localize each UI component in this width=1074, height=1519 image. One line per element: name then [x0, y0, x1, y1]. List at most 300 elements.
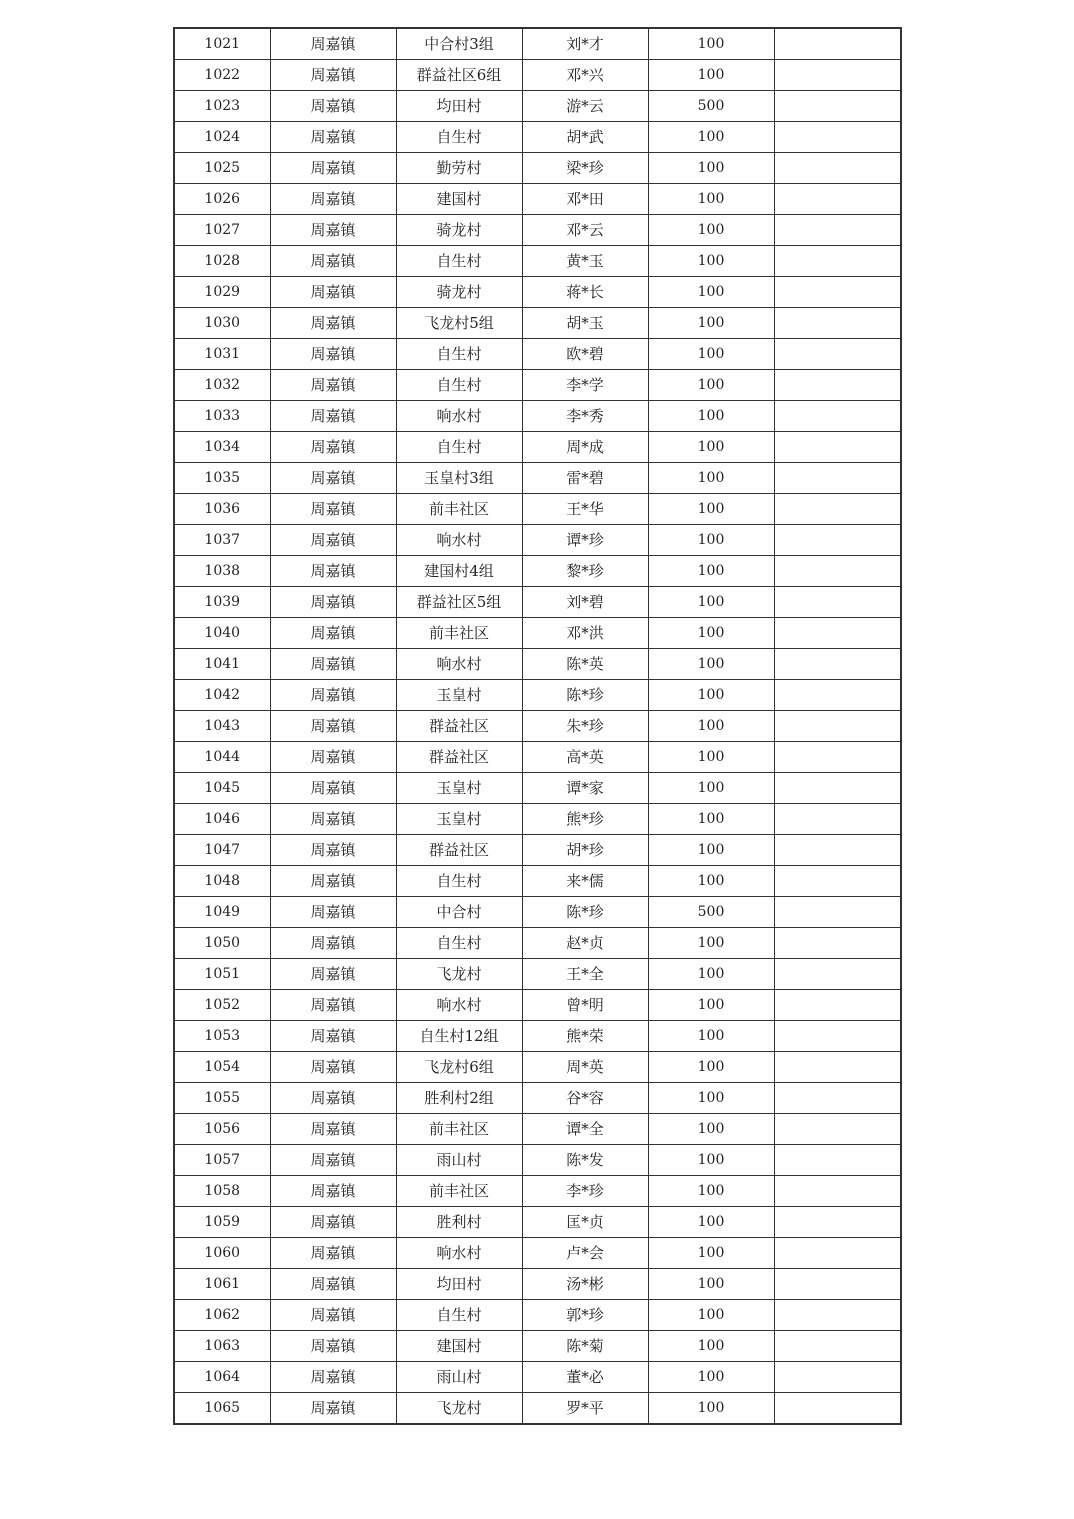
- town-cell: 周嘉镇: [270, 1269, 396, 1300]
- name-cell: 赵*贞: [522, 928, 648, 959]
- town-cell: 周嘉镇: [270, 525, 396, 556]
- amount-cell: 100: [648, 494, 774, 525]
- remark-cell: [774, 556, 901, 587]
- table-row: [174, 463, 901, 494]
- remark-cell: [774, 1114, 901, 1145]
- name-cell: 游*云: [522, 91, 648, 122]
- table-row: [174, 122, 901, 153]
- name-cell: 雷*碧: [522, 463, 648, 494]
- name-cell: 陈*发: [522, 1145, 648, 1176]
- village-cell: 飞龙村5组: [396, 308, 522, 339]
- remark-cell: [774, 618, 901, 649]
- serial-number-cell: 1048: [174, 866, 270, 897]
- amount-cell: 100: [648, 184, 774, 215]
- table-row: [174, 1083, 901, 1114]
- serial-number-cell: 1025: [174, 153, 270, 184]
- town-cell: 周嘉镇: [270, 804, 396, 835]
- table-row: [174, 1145, 901, 1176]
- amount-cell: 100: [648, 990, 774, 1021]
- name-cell: 邓*云: [522, 215, 648, 246]
- amount-cell: 100: [648, 1393, 774, 1425]
- serial-number-cell: 1051: [174, 959, 270, 990]
- name-cell: 熊*珍: [522, 804, 648, 835]
- table-row: [174, 1300, 901, 1331]
- amount-cell: 100: [648, 1238, 774, 1269]
- remark-cell: [774, 60, 901, 91]
- serial-number-cell: 1039: [174, 587, 270, 618]
- table-row: [174, 556, 901, 587]
- village-cell: 自生村: [396, 1300, 522, 1331]
- name-cell: 刘*碧: [522, 587, 648, 618]
- amount-cell: 500: [648, 91, 774, 122]
- town-cell: 周嘉镇: [270, 1300, 396, 1331]
- remark-cell: [774, 1362, 901, 1393]
- village-cell: 响水村: [396, 401, 522, 432]
- remark-cell: [774, 432, 901, 463]
- remark-cell: [774, 835, 901, 866]
- table-row: [174, 246, 901, 277]
- table-row: [174, 28, 901, 60]
- table-row: [174, 649, 901, 680]
- remark-cell: [774, 91, 901, 122]
- town-cell: 周嘉镇: [270, 587, 396, 618]
- remark-cell: [774, 1393, 901, 1425]
- amount-cell: 100: [648, 649, 774, 680]
- name-cell: 卢*会: [522, 1238, 648, 1269]
- name-cell: 陈*英: [522, 649, 648, 680]
- table-row: [174, 1269, 901, 1300]
- serial-number-cell: 1058: [174, 1176, 270, 1207]
- amount-cell: 100: [648, 432, 774, 463]
- name-cell: 高*英: [522, 742, 648, 773]
- serial-number-cell: 1061: [174, 1269, 270, 1300]
- town-cell: 周嘉镇: [270, 494, 396, 525]
- amount-cell: 100: [648, 1021, 774, 1052]
- village-cell: 飞龙村: [396, 959, 522, 990]
- serial-number-cell: 1027: [174, 215, 270, 246]
- name-cell: 朱*珍: [522, 711, 648, 742]
- remark-cell: [774, 1269, 901, 1300]
- village-cell: 玉皇村: [396, 773, 522, 804]
- remark-cell: [774, 959, 901, 990]
- town-cell: 周嘉镇: [270, 835, 396, 866]
- table-row: [174, 1207, 901, 1238]
- village-cell: 前丰社区: [396, 1114, 522, 1145]
- remark-cell: [774, 370, 901, 401]
- remark-cell: [774, 587, 901, 618]
- name-cell: 谷*容: [522, 1083, 648, 1114]
- town-cell: 周嘉镇: [270, 1393, 396, 1425]
- serial-number-cell: 1037: [174, 525, 270, 556]
- village-cell: 前丰社区: [396, 494, 522, 525]
- serial-number-cell: 1054: [174, 1052, 270, 1083]
- amount-cell: 100: [648, 742, 774, 773]
- town-cell: 周嘉镇: [270, 1052, 396, 1083]
- amount-cell: 100: [648, 463, 774, 494]
- table-row: [174, 1021, 901, 1052]
- town-cell: 周嘉镇: [270, 1207, 396, 1238]
- serial-number-cell: 1064: [174, 1362, 270, 1393]
- name-cell: 王*华: [522, 494, 648, 525]
- table-row: [174, 1052, 901, 1083]
- serial-number-cell: 1046: [174, 804, 270, 835]
- serial-number-cell: 1038: [174, 556, 270, 587]
- name-cell: 邓*洪: [522, 618, 648, 649]
- village-cell: 自生村: [396, 339, 522, 370]
- serial-number-cell: 1043: [174, 711, 270, 742]
- amount-cell: 100: [648, 1083, 774, 1114]
- table-row: [174, 928, 901, 959]
- village-cell: 胜利村: [396, 1207, 522, 1238]
- name-cell: 胡*珍: [522, 835, 648, 866]
- town-cell: 周嘉镇: [270, 742, 396, 773]
- table-row: [174, 494, 901, 525]
- remark-cell: [774, 246, 901, 277]
- table-row: [174, 618, 901, 649]
- name-cell: 曾*明: [522, 990, 648, 1021]
- amount-cell: 100: [648, 1331, 774, 1362]
- remark-cell: [774, 773, 901, 804]
- table-row: [174, 525, 901, 556]
- serial-number-cell: 1030: [174, 308, 270, 339]
- remark-cell: [774, 990, 901, 1021]
- remark-cell: [774, 804, 901, 835]
- amount-cell: 100: [648, 339, 774, 370]
- name-cell: 谭*全: [522, 1114, 648, 1145]
- amount-cell: 100: [648, 1176, 774, 1207]
- amount-cell: 100: [648, 153, 774, 184]
- remark-cell: [774, 401, 901, 432]
- name-cell: 谭*家: [522, 773, 648, 804]
- remark-cell: [774, 1145, 901, 1176]
- table-row: [174, 277, 901, 308]
- name-cell: 陈*珍: [522, 680, 648, 711]
- serial-number-cell: 1065: [174, 1393, 270, 1425]
- town-cell: 周嘉镇: [270, 649, 396, 680]
- remark-cell: [774, 1176, 901, 1207]
- village-cell: 自生村12组: [396, 1021, 522, 1052]
- town-cell: 周嘉镇: [270, 28, 396, 60]
- table-row: [174, 184, 901, 215]
- village-cell: 群益社区5组: [396, 587, 522, 618]
- amount-cell: 100: [648, 587, 774, 618]
- village-cell: 玉皇村3组: [396, 463, 522, 494]
- amount-cell: 100: [648, 28, 774, 60]
- remark-cell: [774, 1331, 901, 1362]
- village-cell: 雨山村: [396, 1362, 522, 1393]
- remark-cell: [774, 680, 901, 711]
- table-row: [174, 1176, 901, 1207]
- remark-cell: [774, 928, 901, 959]
- amount-cell: 500: [648, 897, 774, 928]
- table-row: [174, 959, 901, 990]
- amount-cell: 100: [648, 1145, 774, 1176]
- serial-number-cell: 1059: [174, 1207, 270, 1238]
- name-cell: 刘*才: [522, 28, 648, 60]
- serial-number-cell: 1032: [174, 370, 270, 401]
- village-cell: 响水村: [396, 1238, 522, 1269]
- serial-number-cell: 1036: [174, 494, 270, 525]
- village-cell: 自生村: [396, 432, 522, 463]
- remark-cell: [774, 866, 901, 897]
- table-row: [174, 990, 901, 1021]
- town-cell: 周嘉镇: [270, 1021, 396, 1052]
- village-cell: 中合村3组: [396, 28, 522, 60]
- name-cell: 胡*玉: [522, 308, 648, 339]
- village-cell: 自生村: [396, 928, 522, 959]
- village-cell: 勤劳村: [396, 153, 522, 184]
- town-cell: 周嘉镇: [270, 277, 396, 308]
- village-cell: 飞龙村: [396, 1393, 522, 1425]
- amount-cell: 100: [648, 618, 774, 649]
- amount-cell: 100: [648, 556, 774, 587]
- amount-cell: 100: [648, 959, 774, 990]
- name-cell: 王*全: [522, 959, 648, 990]
- serial-number-cell: 1022: [174, 60, 270, 91]
- village-cell: 自生村: [396, 246, 522, 277]
- town-cell: 周嘉镇: [270, 711, 396, 742]
- town-cell: 周嘉镇: [270, 1083, 396, 1114]
- name-cell: 汤*彬: [522, 1269, 648, 1300]
- name-cell: 李*珍: [522, 1176, 648, 1207]
- village-cell: 建国村: [396, 184, 522, 215]
- amount-cell: 100: [648, 1114, 774, 1145]
- town-cell: 周嘉镇: [270, 1145, 396, 1176]
- serial-number-cell: 1050: [174, 928, 270, 959]
- serial-number-cell: 1031: [174, 339, 270, 370]
- name-cell: 董*必: [522, 1362, 648, 1393]
- town-cell: 周嘉镇: [270, 1176, 396, 1207]
- village-cell: 响水村: [396, 990, 522, 1021]
- table-row: [174, 680, 901, 711]
- village-cell: 飞龙村6组: [396, 1052, 522, 1083]
- table-row: [174, 432, 901, 463]
- table-row: [174, 60, 901, 91]
- town-cell: 周嘉镇: [270, 215, 396, 246]
- village-cell: 建国村4组: [396, 556, 522, 587]
- serial-number-cell: 1053: [174, 1021, 270, 1052]
- village-cell: 均田村: [396, 1269, 522, 1300]
- table-row: [174, 897, 901, 928]
- town-cell: 周嘉镇: [270, 680, 396, 711]
- town-cell: 周嘉镇: [270, 401, 396, 432]
- village-cell: 均田村: [396, 91, 522, 122]
- serial-number-cell: 1062: [174, 1300, 270, 1331]
- amount-cell: 100: [648, 804, 774, 835]
- name-cell: 邓*田: [522, 184, 648, 215]
- serial-number-cell: 1041: [174, 649, 270, 680]
- village-cell: 群益社区: [396, 742, 522, 773]
- name-cell: 谭*珍: [522, 525, 648, 556]
- village-cell: 自生村: [396, 122, 522, 153]
- remark-cell: [774, 1300, 901, 1331]
- village-cell: 玉皇村: [396, 680, 522, 711]
- amount-cell: 100: [648, 1362, 774, 1393]
- remark-cell: [774, 1083, 901, 1114]
- village-cell: 响水村: [396, 525, 522, 556]
- name-cell: 熊*荣: [522, 1021, 648, 1052]
- village-cell: 骑龙村: [396, 215, 522, 246]
- amount-cell: 100: [648, 773, 774, 804]
- table-row: [174, 1331, 901, 1362]
- table-body: [174, 28, 901, 1424]
- amount-cell: 100: [648, 308, 774, 339]
- serial-number-cell: 1024: [174, 122, 270, 153]
- table-row: [174, 773, 901, 804]
- table-row: [174, 339, 901, 370]
- name-cell: 黄*玉: [522, 246, 648, 277]
- table-row: [174, 1238, 901, 1269]
- table-row: [174, 835, 901, 866]
- serial-number-cell: 1042: [174, 680, 270, 711]
- remark-cell: [774, 711, 901, 742]
- amount-cell: 100: [648, 1269, 774, 1300]
- amount-cell: 100: [648, 401, 774, 432]
- amount-cell: 100: [648, 1052, 774, 1083]
- serial-number-cell: 1026: [174, 184, 270, 215]
- remark-cell: [774, 649, 901, 680]
- amount-cell: 100: [648, 277, 774, 308]
- amount-cell: 100: [648, 215, 774, 246]
- serial-number-cell: 1060: [174, 1238, 270, 1269]
- table-row: [174, 866, 901, 897]
- village-cell: 雨山村: [396, 1145, 522, 1176]
- serial-number-cell: 1047: [174, 835, 270, 866]
- town-cell: 周嘉镇: [270, 91, 396, 122]
- serial-number-cell: 1063: [174, 1331, 270, 1362]
- amount-cell: 100: [648, 60, 774, 91]
- amount-cell: 100: [648, 711, 774, 742]
- serial-number-cell: 1040: [174, 618, 270, 649]
- town-cell: 周嘉镇: [270, 463, 396, 494]
- town-cell: 周嘉镇: [270, 60, 396, 91]
- town-cell: 周嘉镇: [270, 556, 396, 587]
- town-cell: 周嘉镇: [270, 959, 396, 990]
- village-cell: 中合村: [396, 897, 522, 928]
- amount-cell: 100: [648, 866, 774, 897]
- town-cell: 周嘉镇: [270, 1114, 396, 1145]
- town-cell: 周嘉镇: [270, 339, 396, 370]
- table-row: [174, 370, 901, 401]
- serial-number-cell: 1034: [174, 432, 270, 463]
- village-cell: 群益社区6组: [396, 60, 522, 91]
- remark-cell: [774, 215, 901, 246]
- name-cell: 陈*珍: [522, 897, 648, 928]
- amount-cell: 100: [648, 1207, 774, 1238]
- table-row: [174, 742, 901, 773]
- serial-number-cell: 1055: [174, 1083, 270, 1114]
- remark-cell: [774, 494, 901, 525]
- remark-cell: [774, 742, 901, 773]
- serial-number-cell: 1045: [174, 773, 270, 804]
- name-cell: 郭*珍: [522, 1300, 648, 1331]
- serial-number-cell: 1057: [174, 1145, 270, 1176]
- amount-cell: 100: [648, 370, 774, 401]
- village-cell: 骑龙村: [396, 277, 522, 308]
- serial-number-cell: 1056: [174, 1114, 270, 1145]
- town-cell: 周嘉镇: [270, 1362, 396, 1393]
- name-cell: 梁*珍: [522, 153, 648, 184]
- name-cell: 李*秀: [522, 401, 648, 432]
- name-cell: 来*儒: [522, 866, 648, 897]
- village-cell: 前丰社区: [396, 1176, 522, 1207]
- remark-cell: [774, 28, 901, 60]
- town-cell: 周嘉镇: [270, 897, 396, 928]
- name-cell: 胡*武: [522, 122, 648, 153]
- town-cell: 周嘉镇: [270, 308, 396, 339]
- town-cell: 周嘉镇: [270, 1238, 396, 1269]
- village-cell: 自生村: [396, 370, 522, 401]
- table-row: [174, 587, 901, 618]
- remark-cell: [774, 525, 901, 556]
- town-cell: 周嘉镇: [270, 122, 396, 153]
- remark-cell: [774, 1052, 901, 1083]
- remark-cell: [774, 339, 901, 370]
- village-cell: 自生村: [396, 866, 522, 897]
- village-cell: 响水村: [396, 649, 522, 680]
- serial-number-cell: 1028: [174, 246, 270, 277]
- table-row: [174, 153, 901, 184]
- table-row: [174, 1114, 901, 1145]
- remark-cell: [774, 463, 901, 494]
- town-cell: 周嘉镇: [270, 246, 396, 277]
- town-cell: 周嘉镇: [270, 773, 396, 804]
- town-cell: 周嘉镇: [270, 928, 396, 959]
- town-cell: 周嘉镇: [270, 866, 396, 897]
- remark-cell: [774, 153, 901, 184]
- remark-cell: [774, 184, 901, 215]
- name-cell: 黎*珍: [522, 556, 648, 587]
- remark-cell: [774, 1207, 901, 1238]
- town-cell: 周嘉镇: [270, 1331, 396, 1362]
- serial-number-cell: 1049: [174, 897, 270, 928]
- village-cell: 群益社区: [396, 711, 522, 742]
- name-cell: 李*学: [522, 370, 648, 401]
- table-row: [174, 308, 901, 339]
- name-cell: 周*成: [522, 432, 648, 463]
- table-row: [174, 1393, 901, 1425]
- amount-cell: 100: [648, 1300, 774, 1331]
- amount-cell: 100: [648, 246, 774, 277]
- town-cell: 周嘉镇: [270, 990, 396, 1021]
- name-cell: 蒋*长: [522, 277, 648, 308]
- table-row: [174, 804, 901, 835]
- amount-cell: 100: [648, 835, 774, 866]
- village-cell: 玉皇村: [396, 804, 522, 835]
- table-row: [174, 215, 901, 246]
- amount-cell: 100: [648, 680, 774, 711]
- serial-number-cell: 1035: [174, 463, 270, 494]
- serial-number-cell: 1052: [174, 990, 270, 1021]
- donation-table: [173, 27, 902, 1425]
- remark-cell: [774, 308, 901, 339]
- remark-cell: [774, 1238, 901, 1269]
- name-cell: 周*英: [522, 1052, 648, 1083]
- village-cell: 前丰社区: [396, 618, 522, 649]
- town-cell: 周嘉镇: [270, 432, 396, 463]
- serial-number-cell: 1023: [174, 91, 270, 122]
- name-cell: 匡*贞: [522, 1207, 648, 1238]
- amount-cell: 100: [648, 525, 774, 556]
- town-cell: 周嘉镇: [270, 184, 396, 215]
- name-cell: 罗*平: [522, 1393, 648, 1425]
- amount-cell: 100: [648, 928, 774, 959]
- remark-cell: [774, 277, 901, 308]
- remark-cell: [774, 122, 901, 153]
- table-row: [174, 401, 901, 432]
- table-row: [174, 1362, 901, 1393]
- village-cell: 胜利村2组: [396, 1083, 522, 1114]
